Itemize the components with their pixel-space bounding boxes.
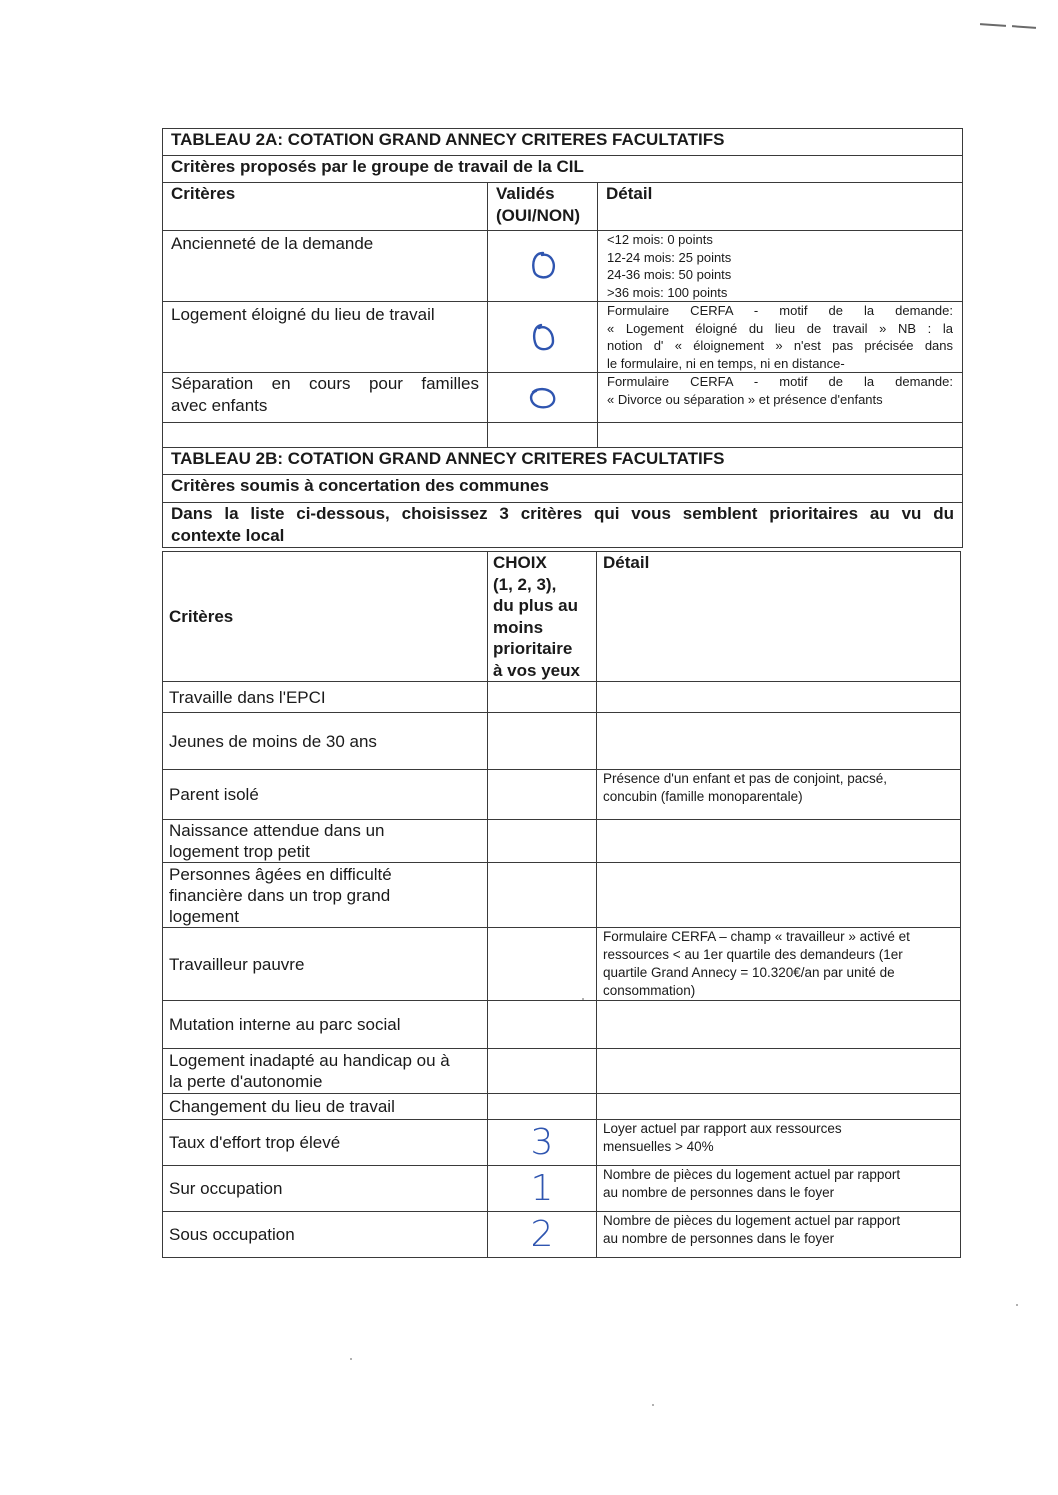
table-row xyxy=(163,1001,961,1049)
critere-cell xyxy=(163,1166,488,1212)
header-choix-line: prioritaire xyxy=(493,639,573,658)
circle-o-mark-icon xyxy=(528,249,558,283)
detail-line: Nombre de pièces du logement actuel par rapport xyxy=(603,1213,901,1228)
detail-line: Loyer actuel par rapport aux ressources xyxy=(603,1121,842,1136)
header-choix-line: (1, 2, 3), xyxy=(493,574,557,594)
critere-cell xyxy=(163,682,488,713)
detail-line: <12 mois: 0 points xyxy=(607,232,713,247)
detail-cell xyxy=(597,1049,961,1094)
detail-line: au nombre de personnes dans le foyer xyxy=(603,1185,835,1200)
choix-cell[interactable] xyxy=(488,713,597,770)
choix-cell[interactable] xyxy=(488,682,597,713)
choix-cell[interactable] xyxy=(488,770,597,820)
table-row xyxy=(163,682,961,713)
validation-mark xyxy=(488,302,598,373)
critere-line: Séparation en cours pour familles xyxy=(171,374,479,393)
scan-speck xyxy=(652,1404,654,1406)
scan-speck xyxy=(1016,1304,1018,1306)
detail-cell xyxy=(597,770,961,820)
instruction-line: contexte local xyxy=(171,526,285,545)
empty-cell xyxy=(488,423,598,448)
detail-cell xyxy=(597,1094,961,1120)
critere-line: Sous occupation xyxy=(169,1225,295,1244)
header-criteres: Critères xyxy=(163,183,488,231)
detail-cell xyxy=(597,1120,961,1166)
critere-line: Parent isolé xyxy=(169,785,259,804)
critere-cell xyxy=(163,1094,488,1120)
detail-separation xyxy=(598,373,963,423)
critere-line: Personnes âgées en difficulté xyxy=(169,864,392,884)
detail-line: Formulaire CERFA - motif de la demande: xyxy=(607,303,954,318)
table-2a-title: TABLEAU 2A: COTATION GRAND ANNECY CRITERES FACULTATIFS xyxy=(163,129,963,156)
table-row xyxy=(163,1166,961,1212)
scan-speck xyxy=(582,998,584,1000)
table-row-empty xyxy=(163,423,963,448)
header-choix-line: moins xyxy=(493,617,544,637)
critere-line: Jeunes de moins de 30 ans xyxy=(169,731,377,751)
table-2a xyxy=(162,128,963,548)
critere-line: Travaille dans l'EPCI xyxy=(169,687,326,707)
critere-line: logement trop petit xyxy=(169,842,310,861)
table-2a-subtitle: Critères proposés par le groupe de travail de la CIL xyxy=(163,156,963,183)
header-choix-line: à vos yeux xyxy=(493,660,580,680)
critere-separation xyxy=(163,373,488,423)
detail-line: ressources < au 1er quartile des demandeurs (1er xyxy=(603,947,903,962)
table-row xyxy=(163,1049,961,1094)
critere-cell xyxy=(163,820,488,863)
instruction-line: Dans la liste ci-dessous, choisissez 3 critères qui vous semblent prioritaires au vu du xyxy=(171,504,955,523)
detail-line: « Divorce ou séparation » et présence d'enfants xyxy=(607,391,883,407)
critere-cell xyxy=(163,770,488,820)
detail-line: Présence d'un enfant et pas de conjoint, pacsé, xyxy=(603,771,888,786)
detail-line: au nombre de personnes dans le foyer xyxy=(603,1231,835,1246)
table-row xyxy=(163,820,961,863)
detail-cell xyxy=(597,820,961,863)
table-2b xyxy=(162,551,961,1258)
validation-mark xyxy=(488,373,598,423)
critere-line: Mutation interne au parc social xyxy=(169,1015,401,1034)
detail-line: 24-36 mois: 50 points xyxy=(607,267,732,282)
circle-o-mark-icon xyxy=(528,320,558,354)
scan-speck xyxy=(350,1358,352,1360)
detail-line: quartile Grand Annecy = 10.320€/an par unité de xyxy=(603,965,895,980)
header-valides-line1: Validés xyxy=(496,184,555,203)
table-row xyxy=(163,1120,961,1166)
header-detail: Détail xyxy=(598,183,963,231)
critere-line: la perte d'autonomie xyxy=(169,1072,323,1091)
detail-line: Nombre de pièces du logement actuel par rapport xyxy=(603,1167,901,1182)
table-row xyxy=(163,713,961,770)
empty-cell xyxy=(163,423,488,448)
detail-line: consommation) xyxy=(603,983,696,998)
table-2b-subtitle: Critères soumis à concertation des communes xyxy=(163,475,963,503)
choix-cell[interactable] xyxy=(488,863,597,928)
validation-mark xyxy=(488,231,598,302)
detail-line: mensuelles > 40% xyxy=(603,1139,714,1154)
choix-cell[interactable] xyxy=(488,1049,597,1094)
detail-cell xyxy=(597,1166,961,1212)
table-row xyxy=(163,1094,961,1120)
circle-o-mark-icon xyxy=(526,385,560,411)
critere-cell xyxy=(163,1001,488,1049)
critere-line: logement xyxy=(169,906,239,926)
detail-line: Formulaire CERFA - motif de la demande: xyxy=(607,374,954,389)
header-valides xyxy=(488,183,598,231)
header-choix xyxy=(488,552,597,682)
table-row xyxy=(163,863,961,928)
critere-line: Logement inadapté au handicap ou à xyxy=(169,1051,450,1070)
header-criteres: Critères xyxy=(163,552,488,682)
header-detail: Détail xyxy=(597,552,961,682)
choix-cell[interactable] xyxy=(488,820,597,863)
detail-anciennete xyxy=(598,231,963,302)
critere-line: Taux d'effort trop élevé xyxy=(169,1133,341,1152)
critere-line: financière dans un trop grand xyxy=(169,885,391,905)
choix-cell[interactable]: 2 xyxy=(488,1212,597,1258)
empty-cell xyxy=(598,423,963,448)
critere-cell xyxy=(163,1120,488,1166)
table-2b-title: TABLEAU 2B: COTATION GRAND ANNECY CRITERES FACULTATIFS xyxy=(163,448,963,475)
table-row xyxy=(163,770,961,820)
header-choix-line: CHOIX xyxy=(493,553,547,572)
detail-cell xyxy=(597,713,961,770)
detail-line: concubin (famille monoparentale) xyxy=(603,789,803,804)
critere-line: Changement du lieu de travail xyxy=(169,1097,395,1116)
detail-cell xyxy=(597,1001,961,1049)
critere-cell xyxy=(163,1212,488,1258)
critere-cell xyxy=(163,1049,488,1094)
choix-cell[interactable]: 1 xyxy=(488,1166,597,1212)
detail-line: « Logement éloigné du lieu de travail » NB : la xyxy=(607,320,954,336)
choix-cell[interactable] xyxy=(488,928,597,1001)
critere-logement-eloigne: Logement éloigné du lieu de travail xyxy=(163,302,488,373)
detail-cell xyxy=(597,928,961,1001)
table-row xyxy=(163,1212,961,1258)
table-row xyxy=(163,302,963,373)
table-row xyxy=(163,373,963,423)
critere-anciennete: Ancienneté de la demande xyxy=(163,231,488,302)
scan-artifact xyxy=(980,24,1040,30)
header-valides-line2: (OUI/NON) xyxy=(496,206,581,225)
critere-cell xyxy=(163,863,488,928)
table-2b-instruction xyxy=(163,503,963,548)
detail-line: 12-24 mois: 25 points xyxy=(607,249,732,265)
table-row xyxy=(163,231,963,302)
detail-line: notion d' « éloignement » n'est pas précisée dans xyxy=(607,338,954,353)
critere-cell xyxy=(163,713,488,770)
header-choix-line: du plus au xyxy=(493,596,578,615)
critere-line: Naissance attendue dans un xyxy=(169,821,385,840)
table-row xyxy=(163,928,961,1001)
critere-line: Sur occupation xyxy=(169,1179,283,1198)
detail-line: Formulaire CERFA – champ « travailleur » activé et xyxy=(603,929,910,944)
detail-logement-eloigne xyxy=(598,302,963,373)
detail-cell xyxy=(597,1212,961,1258)
critere-cell xyxy=(163,928,488,1001)
choix-cell[interactable]: 3 xyxy=(488,1120,597,1166)
detail-line: le formulaire, ni en temps, ni en distance- xyxy=(607,355,845,371)
detail-cell xyxy=(597,863,961,928)
choix-cell[interactable] xyxy=(488,1094,597,1120)
detail-cell xyxy=(597,682,961,713)
detail-line: >36 mois: 100 points xyxy=(607,284,728,300)
choix-cell[interactable] xyxy=(488,1001,597,1049)
critere-line: Travailleur pauvre xyxy=(169,954,305,974)
critere-line: avec enfants xyxy=(171,396,268,415)
